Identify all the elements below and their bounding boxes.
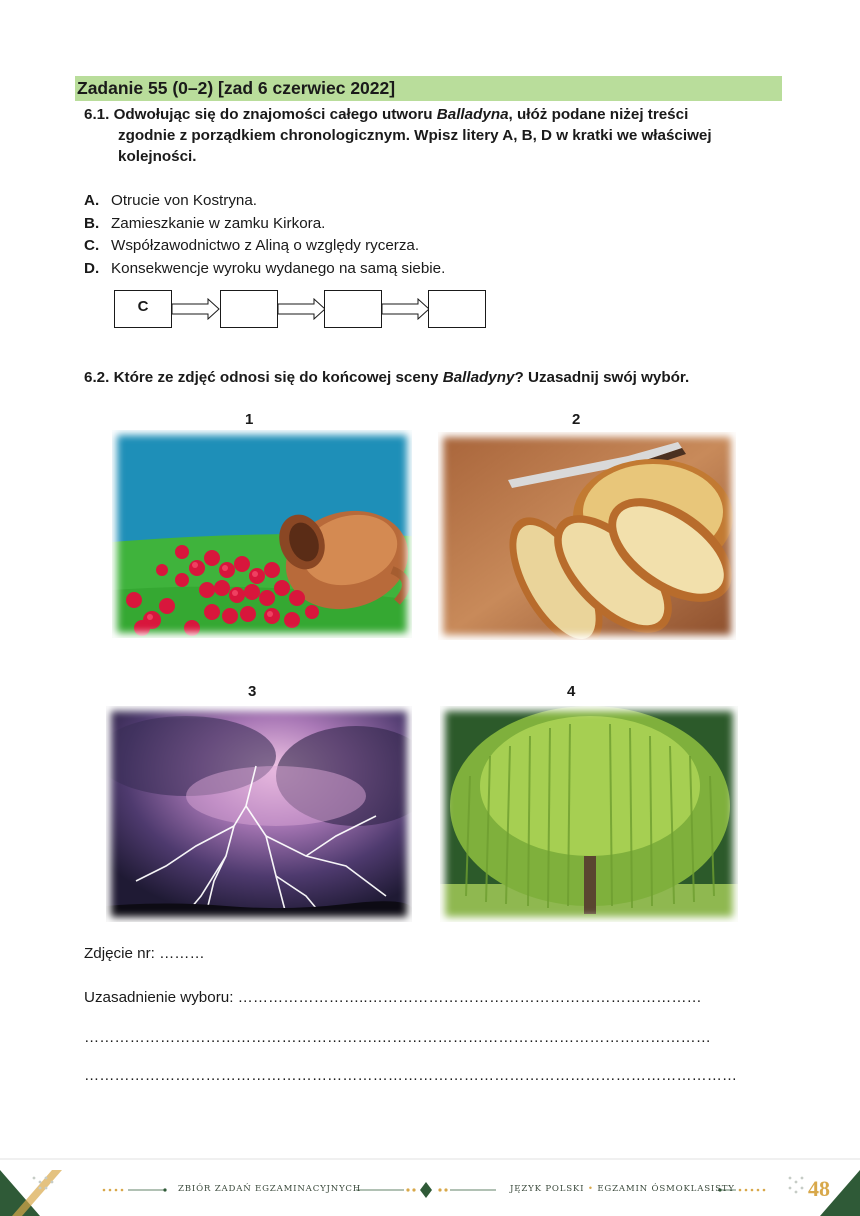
photo-number-answer-line[interactable]: Zdjęcie nr: ……… [84, 945, 205, 962]
photo-number-3: 3 [248, 683, 257, 700]
justification-answer-line[interactable]: Uzasadnienie wyboru: ……………………..………………………………………………………… [84, 989, 702, 1006]
photo-number-1: 1 [245, 411, 254, 428]
footer-right-text: JĘZYK POLSKI • EGZAMIN ÓSMOKLASISTY [510, 1184, 735, 1194]
photo-weeping-willow [440, 706, 738, 922]
task-title: Zadanie 55 (0–2) [zad 6 czerwiec 2022] [77, 78, 396, 98]
answer-blank-line-2[interactable]: ………………………………………………………………………………………………………………… [84, 1067, 738, 1084]
footer-left-text: ZBIÓR ZADAŃ EGZAMINACYJNYCH [178, 1184, 362, 1194]
arrow-right-icon [172, 298, 220, 320]
sequence-box-4[interactable] [428, 290, 486, 328]
photo-lightning-storm [106, 706, 412, 922]
answer-options [84, 190, 445, 281]
question-6-1-line-3: kolejności. [118, 148, 197, 165]
task-title-bar [75, 76, 782, 101]
arrow-right-icon [382, 298, 430, 320]
sequence-diagram [114, 290, 486, 330]
photo-bread-knife [438, 432, 736, 640]
sequence-box-3[interactable] [324, 290, 382, 328]
sequence-box-1[interactable]: C [114, 290, 172, 328]
option-b: B. Zamieszkanie w zamku Kirkora. [84, 214, 326, 232]
photo-number-2: 2 [572, 411, 581, 428]
question-6-1-line-2: zgodnie z porządkiem chronologicznym. Wpisz litery A, B, D w kratki we właściwej [118, 127, 712, 144]
photo-number-4: 4 [567, 683, 576, 700]
arrow-right-icon [278, 298, 326, 320]
option-d: D. Konsekwencje wyroku wydanego na samą siebie. [84, 260, 446, 278]
question-6-1 [84, 104, 774, 167]
photo-jug-raspberries [112, 430, 412, 638]
answer-blank-line-1[interactable]: ………………………………………………….………………………………………………………… [84, 1029, 711, 1046]
page-number: 48 [808, 1176, 830, 1201]
question-6-2: 6.2. Które ze zdjęć odnosi się do końcowej sceny Balladyny? Uzasadnij swój wybór. [84, 369, 690, 386]
sequence-box-2[interactable] [220, 290, 278, 328]
option-c: C. Współzawodnictwo z Aliną o względy rycerza. [84, 237, 420, 255]
question-6-1-line-1: 6.1. Odwołując się do znajomości całego utworu Balladyna, ułóż podane niżej treści [84, 106, 689, 123]
option-a: A. Otrucie von Kostryna. [84, 192, 258, 209]
